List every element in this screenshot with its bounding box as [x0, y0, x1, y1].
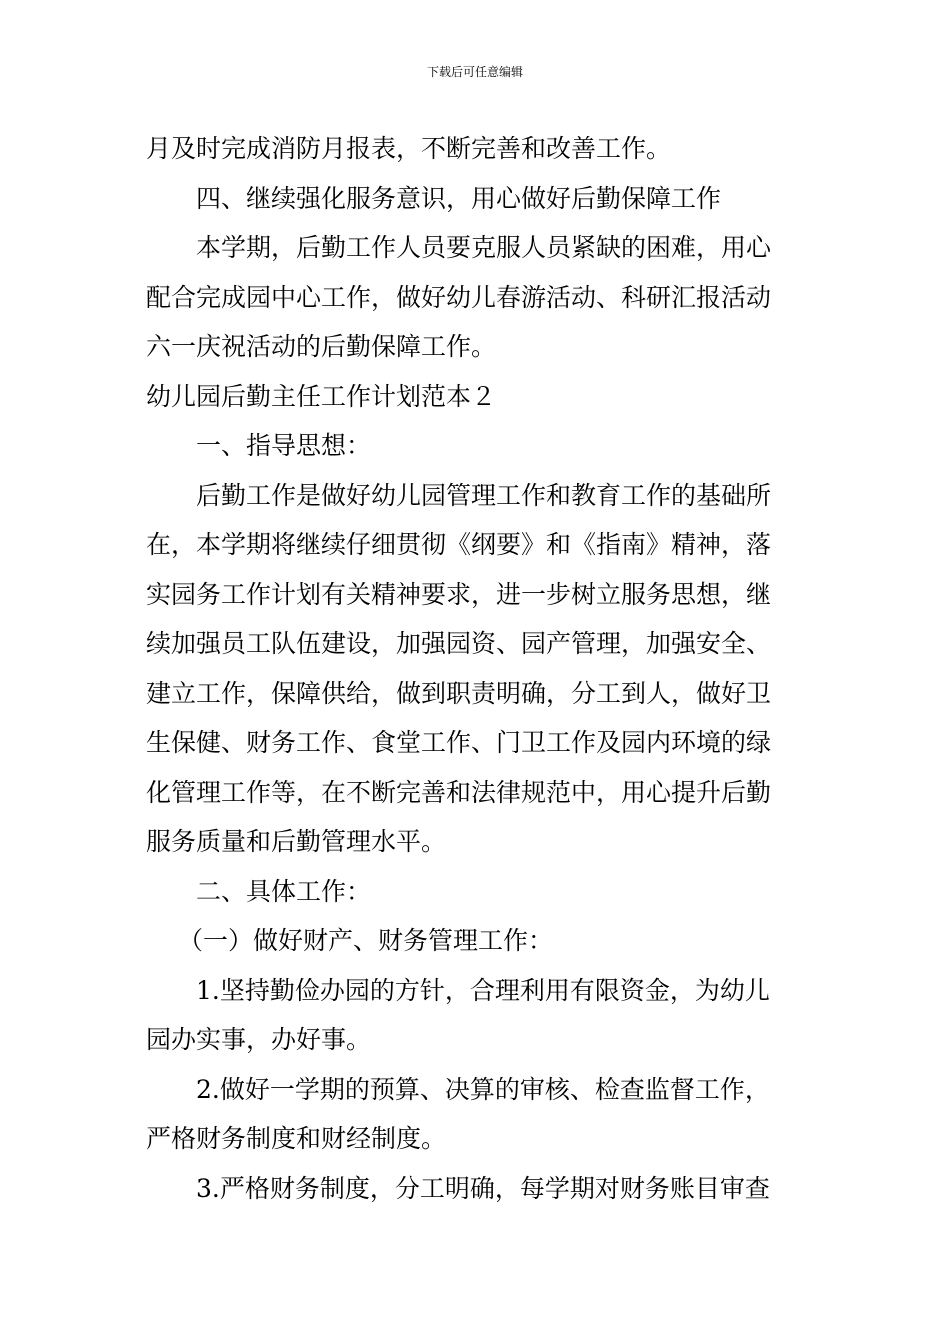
document-title-template-2 [146, 372, 816, 422]
text-line: 建立工作，保障供给，做到职责明确，分工到人，做好卫 [146, 678, 772, 708]
text-line: 生保健、财务工作、食堂工作、门卫工作及园内环境的绿 [146, 728, 772, 757]
list-item-3 [146, 1164, 816, 1214]
text-line: 园办实事，办好事。 [146, 1025, 372, 1054]
text-line: 在，本学期将继续仔细贯彻《纲要》和《指南》精神，落 [146, 530, 772, 559]
text-line: 化管理工作等，在不断完善和法律规范中，用心提升后勤 [146, 777, 772, 807]
text-line: （一）做好财产、财务管理工作： [178, 926, 554, 955]
text-line: 实园务工作计划有关精神要求，进一步树立服务思想，继 [146, 579, 772, 609]
text-line: 服务质量和后勤管理水平。 [146, 827, 447, 856]
text-line: 幼儿园后勤主任工作计划范本２ [146, 381, 497, 411]
heading-finance-management [146, 916, 816, 966]
text-line: 续加强员工队伍建设，加强园资、园产管理，加强安全、 [146, 629, 772, 658]
heading-section-four [146, 174, 816, 224]
paragraph-guiding-idea [146, 471, 816, 867]
heading-guiding-idea [146, 421, 816, 471]
text-line: 二、具体工作： [196, 876, 372, 906]
list-item-2 [146, 1065, 816, 1164]
text-line: 3.严格财务制度，分工明确，每学期对财务账目审查 [196, 1173, 770, 1203]
text-line: 一、指导思想： [196, 431, 372, 460]
heading-specific-work [146, 867, 816, 917]
list-item-1 [146, 966, 816, 1065]
text-line: 1.坚持勤俭办园的方针，合理利用有限资金，为幼儿 [196, 975, 770, 1005]
text-line: 严格财务制度和财经制度。 [146, 1124, 447, 1153]
text-line: 四、继续强化服务意识，用心做好后勤保障工作 [196, 183, 722, 213]
text-line: 本学期，后勤工作人员要克服人员紧缺的困难，用心 [196, 233, 772, 262]
document-body [146, 124, 816, 1213]
text-line: 月及时完成消防月报表，不断完善和改善工作。 [146, 134, 672, 163]
paragraph-fire-report [146, 124, 816, 174]
text-line: 后勤工作是做好幼儿园管理工作和教育工作的基础所 [196, 480, 772, 510]
text-line: 六一庆祝活动的后勤保障工作。 [146, 332, 497, 361]
text-line: 配合完成园中心工作，做好幼儿春游活动、科研汇报活动 [146, 282, 772, 312]
paragraph-logistics-support [146, 223, 816, 372]
text-line: 2.做好一学期的预算、决算的审核、检查监督工作， [196, 1074, 770, 1104]
page-header: 下载后可任意编辑 [426, 65, 523, 79]
